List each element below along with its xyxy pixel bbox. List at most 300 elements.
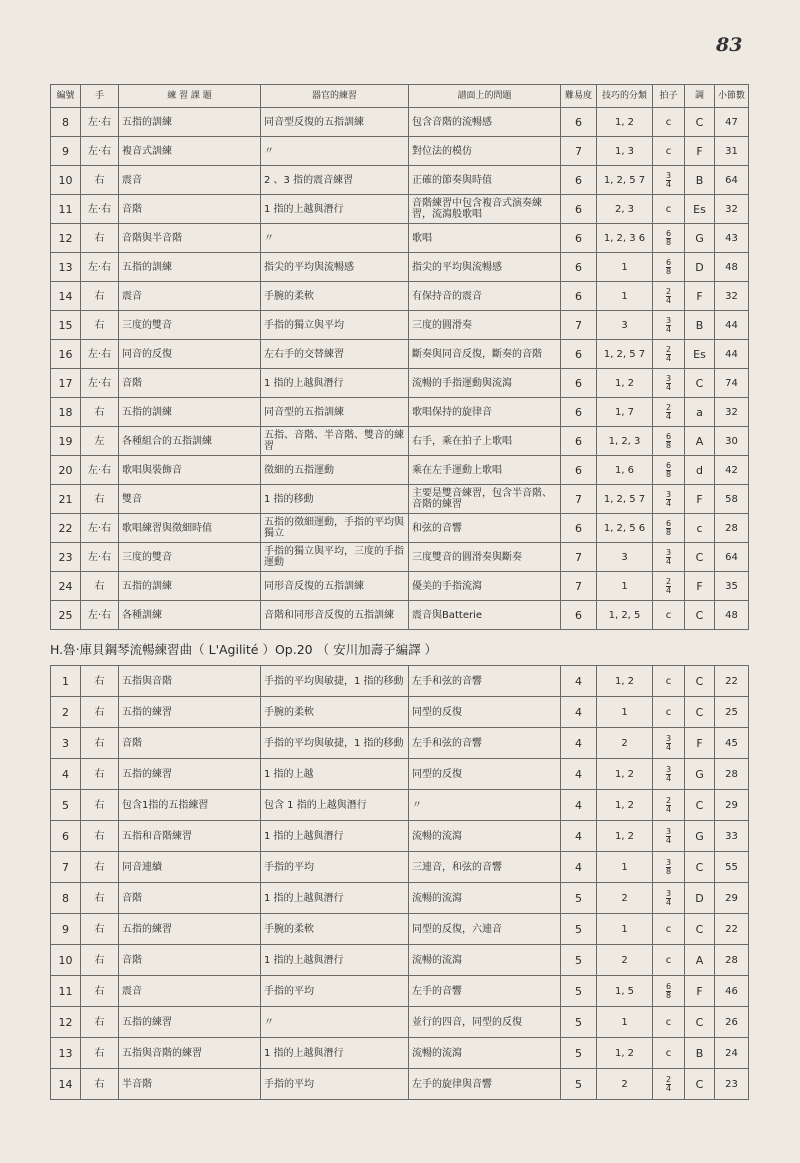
- row-bars: 22: [715, 914, 749, 945]
- row-technique: 3: [597, 543, 653, 572]
- row-meter: [653, 340, 685, 369]
- row-difficulty: 5: [561, 914, 597, 945]
- row-bars: 23: [715, 1069, 749, 1100]
- row-topic: 音階: [119, 195, 261, 224]
- row-number: 13: [51, 1038, 81, 1069]
- row-technique: 1, 2, 5 7: [597, 166, 653, 195]
- row-meter: [653, 883, 685, 914]
- table-row: [51, 883, 749, 914]
- time-signature: $\frac{3}{4}$: [665, 888, 672, 907]
- row-difficulty: 6: [561, 456, 597, 485]
- row-number: 19: [51, 427, 81, 456]
- time-signature: $\frac{6}{8}$: [665, 460, 672, 479]
- row-meter: c: [653, 1038, 685, 1069]
- row-topic: 震音: [119, 282, 261, 311]
- table-row: [51, 282, 749, 311]
- table-row: [51, 697, 749, 728]
- header-difficulty: 難易度: [561, 85, 597, 108]
- row-number: 4: [51, 759, 81, 790]
- time-signature: $\frac{3}{8}$: [665, 857, 672, 876]
- row-meter: c: [653, 1007, 685, 1038]
- table-row: [51, 166, 749, 195]
- row-hand: 右: [81, 666, 119, 697]
- row-meter: [653, 282, 685, 311]
- row-topic: 包含1指的五指練習: [119, 790, 261, 821]
- row-hand: 右: [81, 166, 119, 195]
- time-signature: $\frac{6}{8}$: [665, 228, 672, 247]
- row-organ: 同形音反復的五指訓練: [261, 572, 409, 601]
- row-key: B: [685, 166, 715, 195]
- row-problem: 流暢的流瀉: [409, 821, 561, 852]
- table-row: [51, 311, 749, 340]
- table-row: [51, 485, 749, 514]
- row-key: C: [685, 697, 715, 728]
- row-problem: 左手和弦的音響: [409, 728, 561, 759]
- row-technique: 1: [597, 1007, 653, 1038]
- row-meter: c: [653, 601, 685, 630]
- row-problem: 乘在左手運動上歌唱: [409, 456, 561, 485]
- table-row: [51, 976, 749, 1007]
- row-bars: 47: [715, 108, 749, 137]
- row-meter: c: [653, 666, 685, 697]
- row-hand: 右: [81, 224, 119, 253]
- row-meter: [653, 543, 685, 572]
- row-bars: 64: [715, 166, 749, 195]
- table-row: [51, 543, 749, 572]
- time-signature: $\frac{6}{8}$: [665, 431, 672, 450]
- row-bars: 48: [715, 601, 749, 630]
- row-technique: 2, 3: [597, 195, 653, 224]
- row-hand: 右: [81, 914, 119, 945]
- row-technique: 1, 2, 3: [597, 427, 653, 456]
- row-hand: 右: [81, 1007, 119, 1038]
- row-topic: 五指的訓練: [119, 253, 261, 282]
- row-technique: 1: [597, 697, 653, 728]
- table-row: [51, 572, 749, 601]
- row-problem: 歌唱保持的旋律音: [409, 398, 561, 427]
- row-topic: 五指的練習: [119, 1007, 261, 1038]
- row-difficulty: 4: [561, 759, 597, 790]
- row-number: 11: [51, 195, 81, 224]
- row-topic: 五指的訓練: [119, 108, 261, 137]
- table-row: [51, 369, 749, 398]
- row-topic: 三度的雙音: [119, 311, 261, 340]
- row-number: 12: [51, 224, 81, 253]
- row-problem: 和弦的音響: [409, 514, 561, 543]
- row-meter: [653, 852, 685, 883]
- row-problem: 流暢的流瀉: [409, 883, 561, 914]
- row-technique: 1, 5: [597, 976, 653, 1007]
- etude-table-2: [50, 665, 749, 1100]
- row-meter: [653, 427, 685, 456]
- row-difficulty: 7: [561, 543, 597, 572]
- row-meter: c: [653, 697, 685, 728]
- row-key: Es: [685, 340, 715, 369]
- row-problem: 流暢的手指運動與流瀉: [409, 369, 561, 398]
- row-key: F: [685, 137, 715, 166]
- row-number: 15: [51, 311, 81, 340]
- row-organ: 同音型反復的五指訓練: [261, 108, 409, 137]
- table-row: [51, 945, 749, 976]
- table-row: [51, 666, 749, 697]
- row-difficulty: 6: [561, 195, 597, 224]
- table-row: [51, 601, 749, 630]
- row-organ: 1 指的上越與潛行: [261, 1038, 409, 1069]
- row-organ: 1 指的上越與潛行: [261, 369, 409, 398]
- row-hand: 右: [81, 697, 119, 728]
- time-signature: $\frac{6}{8}$: [665, 518, 672, 537]
- row-number: 22: [51, 514, 81, 543]
- row-hand: 右: [81, 398, 119, 427]
- table-row: [51, 224, 749, 253]
- row-organ: 手指的平均與敏捷，1 指的移動: [261, 666, 409, 697]
- row-difficulty: 6: [561, 369, 597, 398]
- row-number: 5: [51, 790, 81, 821]
- row-bars: 32: [715, 282, 749, 311]
- row-organ: 手指的獨立與平均: [261, 311, 409, 340]
- row-problem: 流暢的流瀉: [409, 1038, 561, 1069]
- row-meter: [653, 572, 685, 601]
- row-difficulty: 4: [561, 728, 597, 759]
- row-hand: 右: [81, 282, 119, 311]
- row-topic: 同音的反復: [119, 340, 261, 369]
- row-topic: 震音: [119, 976, 261, 1007]
- row-meter: c: [653, 137, 685, 166]
- row-difficulty: 7: [561, 572, 597, 601]
- row-number: 12: [51, 1007, 81, 1038]
- row-technique: 1, 3: [597, 137, 653, 166]
- row-bars: 31: [715, 137, 749, 166]
- row-bars: 28: [715, 759, 749, 790]
- row-meter: [653, 485, 685, 514]
- table-row: [51, 514, 749, 543]
- row-topic: 震音: [119, 166, 261, 195]
- row-meter: [653, 728, 685, 759]
- time-signature: $\frac{2}{4}$: [665, 344, 672, 363]
- table-row: [51, 759, 749, 790]
- row-hand: 右: [81, 485, 119, 514]
- row-difficulty: 6: [561, 340, 597, 369]
- table-2-body: [51, 666, 749, 1100]
- row-topic: 歌唱與裝飾音: [119, 456, 261, 485]
- row-bars: 29: [715, 883, 749, 914]
- header-hand: 手: [81, 85, 119, 108]
- row-meter: [653, 166, 685, 195]
- row-key: D: [685, 253, 715, 282]
- row-number: 24: [51, 572, 81, 601]
- row-hand: 右: [81, 1038, 119, 1069]
- row-hand: 左‧右: [81, 543, 119, 572]
- row-meter: [653, 514, 685, 543]
- table-row: [51, 427, 749, 456]
- row-topic: 同音連續: [119, 852, 261, 883]
- row-organ: 徵細的五指運動: [261, 456, 409, 485]
- row-technique: 1: [597, 852, 653, 883]
- table-row: [51, 1069, 749, 1100]
- row-problem: 斷奏與同音反復，斷奏的音階: [409, 340, 561, 369]
- table-row: [51, 1038, 749, 1069]
- row-number: 25: [51, 601, 81, 630]
- row-topic: 五指的訓練: [119, 398, 261, 427]
- time-signature: $\frac{2}{4}$: [665, 576, 672, 595]
- row-topic: 五指的練習: [119, 759, 261, 790]
- row-difficulty: 6: [561, 398, 597, 427]
- row-organ: 同音型的五指訓練: [261, 398, 409, 427]
- row-topic: 三度的雙音: [119, 543, 261, 572]
- time-signature: $\frac{3}{4}$: [665, 826, 672, 845]
- row-key: d: [685, 456, 715, 485]
- row-difficulty: 6: [561, 253, 597, 282]
- row-problem: 有保持音的震音: [409, 282, 561, 311]
- row-technique: 2: [597, 1069, 653, 1100]
- row-bars: 48: [715, 253, 749, 282]
- table-row: [51, 398, 749, 427]
- row-problem: 歌唱: [409, 224, 561, 253]
- row-technique: 1, 7: [597, 398, 653, 427]
- page-number: 83: [716, 34, 743, 56]
- row-hand: 右: [81, 883, 119, 914]
- table-row: [51, 1007, 749, 1038]
- time-signature: $\frac{6}{8}$: [665, 981, 672, 1000]
- row-topic: 各種組合的五指訓練: [119, 427, 261, 456]
- time-signature: $\frac{2}{4}$: [665, 402, 672, 421]
- row-key: F: [685, 728, 715, 759]
- row-hand: 左‧右: [81, 369, 119, 398]
- row-technique: 1, 2: [597, 790, 653, 821]
- row-technique: 3: [597, 311, 653, 340]
- row-difficulty: 5: [561, 1069, 597, 1100]
- row-technique: 1, 2: [597, 666, 653, 697]
- row-hand: 左‧右: [81, 340, 119, 369]
- row-problem: 同型的反復: [409, 697, 561, 728]
- row-number: 10: [51, 166, 81, 195]
- row-technique: 1: [597, 914, 653, 945]
- header-bars: 小節數: [715, 85, 749, 108]
- row-problem: 同型的反復，六連音: [409, 914, 561, 945]
- header-number: 編號: [51, 85, 81, 108]
- row-bars: 26: [715, 1007, 749, 1038]
- row-topic: 音階: [119, 945, 261, 976]
- row-organ: 〃: [261, 1007, 409, 1038]
- row-technique: 1, 2, 5 6: [597, 514, 653, 543]
- row-problem: 優美的手指流瀉: [409, 572, 561, 601]
- row-number: 17: [51, 369, 81, 398]
- row-key: F: [685, 485, 715, 514]
- row-difficulty: 5: [561, 945, 597, 976]
- row-topic: 雙音: [119, 485, 261, 514]
- time-signature: $\frac{3}{4}$: [665, 764, 672, 783]
- row-number: 13: [51, 253, 81, 282]
- row-technique: 1, 2, 5: [597, 601, 653, 630]
- row-key: G: [685, 821, 715, 852]
- row-number: 21: [51, 485, 81, 514]
- table-row: [51, 852, 749, 883]
- row-bars: 44: [715, 340, 749, 369]
- row-organ: 手指的平均: [261, 976, 409, 1007]
- row-difficulty: 7: [561, 137, 597, 166]
- row-key: C: [685, 852, 715, 883]
- row-hand: 右: [81, 945, 119, 976]
- time-signature: $\frac{3}{4}$: [665, 315, 672, 334]
- row-key: C: [685, 666, 715, 697]
- row-hand: 右: [81, 852, 119, 883]
- row-organ: 手腕的柔軟: [261, 697, 409, 728]
- row-hand: 左‧右: [81, 514, 119, 543]
- row-key: G: [685, 759, 715, 790]
- row-difficulty: 5: [561, 1038, 597, 1069]
- row-difficulty: 5: [561, 883, 597, 914]
- row-organ: 〃: [261, 224, 409, 253]
- row-organ: 五指、音階、半音階、雙音的練習: [261, 427, 409, 456]
- row-number: 7: [51, 852, 81, 883]
- row-key: F: [685, 976, 715, 1007]
- row-number: 18: [51, 398, 81, 427]
- row-difficulty: 7: [561, 311, 597, 340]
- section-title: H.魯‧庫貝鋼琴流暢練習曲（ L'Agilité ）Op.20 （ 安川加壽子編譯 ）: [50, 642, 438, 657]
- row-number: 20: [51, 456, 81, 485]
- table-row: [51, 790, 749, 821]
- header-meter: 拍子: [653, 85, 685, 108]
- row-hand: 左‧右: [81, 601, 119, 630]
- row-hand: 右: [81, 728, 119, 759]
- table-row: [51, 456, 749, 485]
- row-topic: 五指的訓練: [119, 572, 261, 601]
- row-meter: [653, 821, 685, 852]
- time-signature: $\frac{3}{4}$: [665, 489, 672, 508]
- row-meter: c: [653, 108, 685, 137]
- row-organ: 手腕的柔軟: [261, 282, 409, 311]
- row-difficulty: 4: [561, 821, 597, 852]
- row-number: 16: [51, 340, 81, 369]
- row-problem: 三連音，和弦的音響: [409, 852, 561, 883]
- row-problem: 〃: [409, 790, 561, 821]
- time-signature: $\frac{3}{4}$: [665, 547, 672, 566]
- row-topic: 音階與半音階: [119, 224, 261, 253]
- row-number: 23: [51, 543, 81, 572]
- row-meter: [653, 456, 685, 485]
- row-bars: 55: [715, 852, 749, 883]
- row-hand: 右: [81, 311, 119, 340]
- row-problem: 指尖的平均與流暢感: [409, 253, 561, 282]
- row-key: C: [685, 1007, 715, 1038]
- row-bars: 35: [715, 572, 749, 601]
- row-bars: 58: [715, 485, 749, 514]
- row-topic: 歌唱練習與徵細時值: [119, 514, 261, 543]
- row-problem: 左手的音響: [409, 976, 561, 1007]
- row-difficulty: 6: [561, 108, 597, 137]
- row-bars: 30: [715, 427, 749, 456]
- row-organ: 1 指的上越與潛行: [261, 195, 409, 224]
- row-topic: 五指的練習: [119, 914, 261, 945]
- row-hand: 左‧右: [81, 137, 119, 166]
- row-meter: [653, 790, 685, 821]
- header-technique: 技巧的分類: [597, 85, 653, 108]
- row-key: C: [685, 108, 715, 137]
- row-number: 11: [51, 976, 81, 1007]
- row-organ: 1 指的上越: [261, 759, 409, 790]
- row-difficulty: 4: [561, 697, 597, 728]
- row-organ: 音階和同形音反復的五指訓練: [261, 601, 409, 630]
- row-hand: 左‧右: [81, 195, 119, 224]
- row-meter: [653, 398, 685, 427]
- row-organ: 左右手的交替練習: [261, 340, 409, 369]
- row-problem: 三度的圓滑奏: [409, 311, 561, 340]
- row-number: 14: [51, 1069, 81, 1100]
- table-row: [51, 137, 749, 166]
- row-technique: 1, 6: [597, 456, 653, 485]
- row-technique: 1: [597, 253, 653, 282]
- row-bars: 74: [715, 369, 749, 398]
- row-key: C: [685, 790, 715, 821]
- row-meter: [653, 1069, 685, 1100]
- row-problem: 三度雙音的圓滑奏與斷奏: [409, 543, 561, 572]
- row-organ: 手指的平均與敏捷，1 指的移動: [261, 728, 409, 759]
- row-number: 1: [51, 666, 81, 697]
- row-organ: 手指的平均: [261, 852, 409, 883]
- header-problem: 譜面上的問題: [409, 85, 561, 108]
- row-topic: 音階: [119, 883, 261, 914]
- row-bars: 44: [715, 311, 749, 340]
- row-problem: 包含音階的流暢感: [409, 108, 561, 137]
- row-bars: 33: [715, 821, 749, 852]
- row-bars: 22: [715, 666, 749, 697]
- row-key: C: [685, 601, 715, 630]
- header-key: 調: [685, 85, 715, 108]
- row-difficulty: 6: [561, 224, 597, 253]
- header-organ: 器官的練習: [261, 85, 409, 108]
- row-problem: 右手，乘在拍子上歌唱: [409, 427, 561, 456]
- row-hand: 左: [81, 427, 119, 456]
- row-organ: 1 指的上越與潛行: [261, 945, 409, 976]
- row-difficulty: 6: [561, 427, 597, 456]
- row-hand: 右: [81, 976, 119, 1007]
- row-hand: 左‧右: [81, 253, 119, 282]
- row-technique: 1, 2: [597, 369, 653, 398]
- row-difficulty: 6: [561, 166, 597, 195]
- row-key: C: [685, 914, 715, 945]
- row-problem: 並行的四音，同型的反復: [409, 1007, 561, 1038]
- row-number: 2: [51, 697, 81, 728]
- row-hand: 右: [81, 821, 119, 852]
- row-bars: 32: [715, 398, 749, 427]
- row-number: 9: [51, 137, 81, 166]
- row-technique: 1: [597, 282, 653, 311]
- time-signature: $\frac{3}{4}$: [665, 170, 672, 189]
- row-topic: 各種訓練: [119, 601, 261, 630]
- row-key: B: [685, 1038, 715, 1069]
- row-bars: 43: [715, 224, 749, 253]
- row-meter: [653, 369, 685, 398]
- row-organ: 〃: [261, 137, 409, 166]
- row-difficulty: 5: [561, 976, 597, 1007]
- row-problem: 對位法的模仿: [409, 137, 561, 166]
- row-technique: 1, 2, 3 6: [597, 224, 653, 253]
- row-technique: 1, 2: [597, 759, 653, 790]
- row-bars: 25: [715, 697, 749, 728]
- row-problem: 震音與Batterie: [409, 601, 561, 630]
- row-organ: 指尖的平均與流暢感: [261, 253, 409, 282]
- row-key: c: [685, 514, 715, 543]
- row-difficulty: 6: [561, 514, 597, 543]
- table-row: [51, 914, 749, 945]
- row-technique: 2: [597, 883, 653, 914]
- time-signature: $\frac{6}{8}$: [665, 257, 672, 276]
- row-organ: 2 、3 指的震音練習: [261, 166, 409, 195]
- row-organ: 手指的獨立與平均，三度的手指運動: [261, 543, 409, 572]
- row-bars: 46: [715, 976, 749, 1007]
- row-hand: 右: [81, 790, 119, 821]
- row-key: A: [685, 945, 715, 976]
